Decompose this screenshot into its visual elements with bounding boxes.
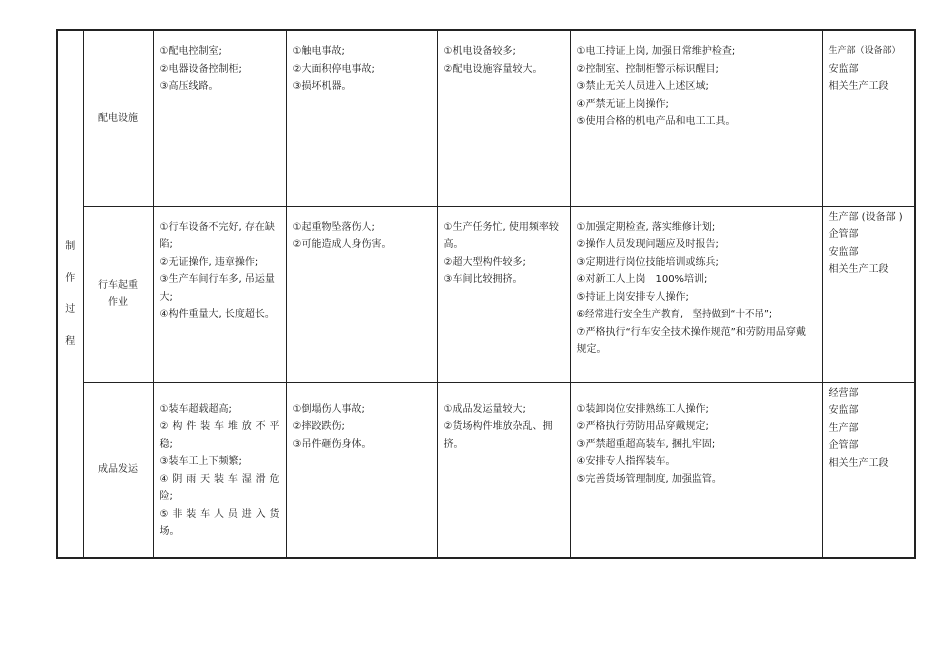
department-cell: 生产部（设备部） 安监部 相关生产工段: [822, 30, 915, 206]
area-cell: 配电设施: [83, 30, 153, 206]
table-row: [57, 206, 915, 382]
stage-label: 制 作 过 程: [57, 30, 83, 558]
hazard-source-cell: ①装车超载超高; ② 构 件 装 车 堆 放 不 平 稳; ③装车工上下频繁; ④ 阴 雨 天 装 车 湿 滑 危 险; ⑤ 非 装 车 人 员 进 入 货 场。: [153, 382, 286, 558]
measures-cell: ①装卸岗位安排熟练工人操作; ②严格执行劳防用品穿戴规定; ③严禁超重超高装车, 捆扎牢固; ④安排专人指挥装车。 ⑤完善货场管理制度, 加强监管。: [570, 382, 822, 558]
measures-cell: ①加强定期检查, 落实维修计划; ②操作人员发现问题应及时报告; ③定期进行岗位技能培训或练兵; ④对新工人上岗 100%培训; ⑤持证上岗安排专人操作; ⑥经常进行安全生产教育, 坚持做到“十不吊”; ⑦严格执行“行车安全技术操作规范”和劳防用品穿戴规定。: [570, 206, 822, 382]
area-cell: 成品发运: [83, 382, 153, 558]
hazard-source-cell: ①行车设备不完好, 存在缺陷; ②无证操作, 违章操作; ③生产车间行车多, 吊运量大; ④构件重量大, 长度超长。: [153, 206, 286, 382]
hazard-effect-cell: ①起重物坠落伤人; ②可能造成人身伤害。: [286, 206, 437, 382]
hazard-effect-cell: ①倒塌伤人事故; ②摔跤跌伤; ③吊件砸伤身体。: [286, 382, 437, 558]
table-row: [57, 382, 915, 558]
hazard-source-cell: ①配电控制室; ②电器设备控制柜; ③高压线路。: [153, 30, 286, 206]
department-cell: 经营部 安监部 生产部 企管部 相关生产工段: [822, 382, 915, 558]
cause-cell: ①生产任务忙, 使用频率较高。 ②超大型构件较多; ③车间比较拥挤。: [437, 206, 570, 382]
hazard-effect-cell: ①触电事故; ②大面积停电事故; ③损坏机器。: [286, 30, 437, 206]
cause-cell: ①机电设备较多; ②配电设施容量较大。: [437, 30, 570, 206]
table-row: [57, 30, 915, 206]
risk-table: [56, 29, 916, 559]
area-cell: 行车起重作业: [83, 206, 153, 382]
cause-cell: ①成品发运量较大; ②货场构件堆放杂乱、拥挤。: [437, 382, 570, 558]
department-cell: 生产部 (设备部 ) 企管部 安监部 相关生产工段: [822, 206, 915, 382]
measures-cell: ①电工持证上岗, 加强日常维护检查; ②控制室、控制柜警示标识醒目; ③禁止无关人员进入上述区域; ④严禁无证上岗操作; ⑤使用合格的机电产品和电工工具。: [570, 30, 822, 206]
